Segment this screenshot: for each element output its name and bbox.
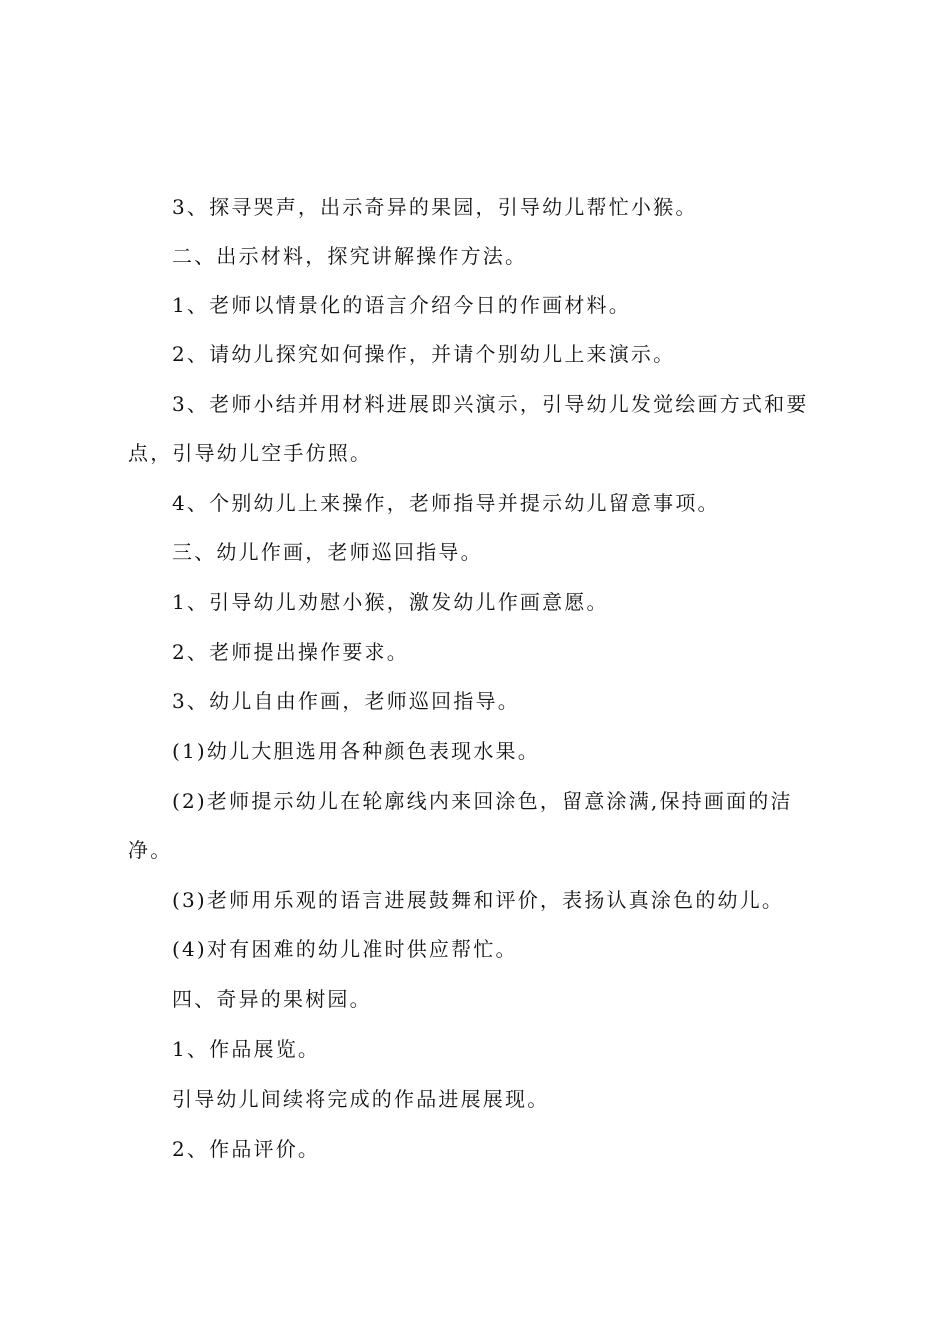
- paragraph-3: [128, 281, 838, 330]
- paragraph-14: [128, 925, 838, 974]
- section-heading: 二、出示材料，探究讲解操作方法。: [172, 244, 528, 268]
- paragraph-line-2: 点，引导幼儿空手仿照。: [128, 441, 373, 465]
- paragraph-17: [128, 1075, 838, 1124]
- section-heading: 四、奇异的果树园。: [172, 987, 372, 1011]
- paragraph-4: [128, 330, 838, 379]
- paragraph-text: (3)老师用乐观的语言进展鼓舞和评价，表扬认真涂色的幼儿。: [172, 888, 785, 912]
- paragraph-text: 2、作品评价。: [172, 1137, 321, 1161]
- paragraph-1: [128, 183, 838, 232]
- paragraph-8: [128, 578, 838, 627]
- paragraph-text: 3、探寻哭声，出示奇异的果园，引导幼儿帮忙小猴。: [172, 195, 698, 219]
- section-heading: 三、幼儿作画，老师巡回指导。: [172, 540, 483, 564]
- paragraph-text: 2、请幼儿探究如何操作，并请个别幼儿上来演示。: [172, 342, 676, 366]
- paragraph-5: [128, 380, 838, 478]
- paragraph-text: (4)对有困难的幼儿准时供应帮忙。: [172, 937, 518, 961]
- paragraph-10: [128, 677, 838, 726]
- paragraph-18: [128, 1125, 838, 1174]
- paragraph-line-2: 净。: [128, 838, 173, 862]
- paragraph-15: [128, 975, 838, 1024]
- paragraph-text: 1、引导幼儿劝慰小猴，激发幼儿作画意愿。: [172, 590, 609, 614]
- paragraph-2: [128, 232, 838, 281]
- paragraph-text: 2、老师提出操作要求。: [172, 640, 409, 664]
- paragraph-text: 引导幼儿间续将完成的作品进展展现。: [172, 1087, 550, 1111]
- paragraph-16: [128, 1025, 838, 1074]
- paragraph-6: [128, 479, 838, 528]
- paragraph-text: 1、老师以情景化的语言介绍今日的作画材料。: [172, 293, 631, 317]
- paragraph-7: [128, 528, 838, 577]
- paragraph-line-1: (2)老师提示幼儿在轮廓线内来回涂色，留意涂满,保持画面的洁: [172, 789, 793, 813]
- paragraph-11: [128, 727, 838, 776]
- paragraph-9: [128, 628, 838, 677]
- paragraph-text: (1)幼儿大胆选用各种颜色表现水果。: [172, 739, 540, 763]
- paragraph-line-1: 3、老师小结并用材料进展即兴演示，引导幼儿发觉绘画方式和要: [172, 392, 809, 416]
- paragraph-text: 3、幼儿自由作画，老师巡回指导。: [172, 689, 520, 713]
- paragraph-12: [128, 777, 838, 875]
- paragraph-text: 4、个别幼儿上来操作，老师指导并提示幼儿留意事项。: [172, 491, 720, 515]
- paragraph-text: 1、作品展览。: [172, 1037, 321, 1061]
- paragraph-13: [128, 876, 838, 925]
